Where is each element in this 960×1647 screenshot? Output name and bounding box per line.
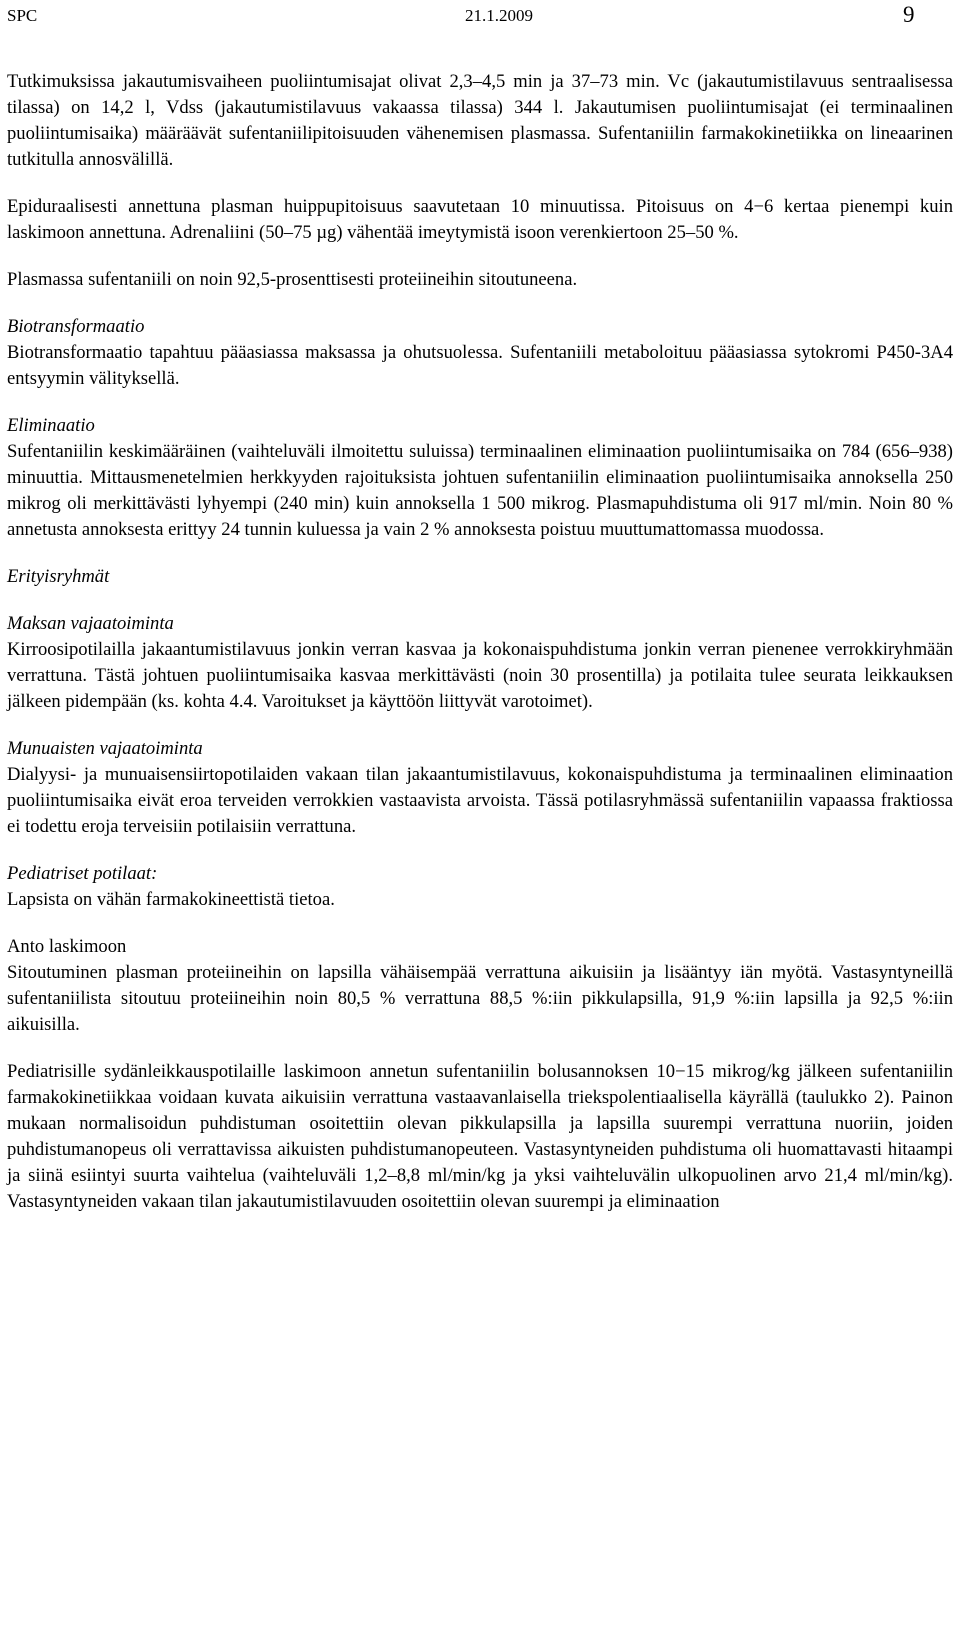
section-heading: Eliminaatio <box>7 415 95 436</box>
document-date: 21.1.2009 <box>465 6 533 25</box>
paragraph-text: Epiduraalisesti annettuna plasman huippupitoisuus saavutetaan 10 minuutissa. Pitoisuus on 4−6 kertaa pienempi kuin laskimoon annettuna. Adrenaliini (50–75 µg) vähentää imeytymistä isoon verenkiertoon 25–50 %. <box>7 196 953 243</box>
section-heading: Pediatriset potilaat: <box>7 863 158 884</box>
section-hepatic-impairment <box>7 611 953 715</box>
paragraph-epidural <box>7 194 953 246</box>
section-heading: Erityisryhmät <box>7 566 110 587</box>
paragraph-text: Plasmassa sufentaniili on noin 92,5-prosenttisesti proteiineihin sitoutuneena. <box>7 269 578 290</box>
section-biotransformation <box>7 314 953 392</box>
section-intravenous <box>7 934 953 1038</box>
section-heading: Biotransformaatio <box>7 316 145 337</box>
paragraph-text: Biotransformaatio tapahtuu pääasiassa maksassa ja ohutsuolessa. Sufentaniili metaboloituu pääasiassa sytokromi P450-3A4 entsyymin välityksellä. <box>7 342 953 389</box>
section-heading: Anto laskimoon <box>7 936 127 957</box>
page-header <box>0 2 960 36</box>
paragraph-text: Tutkimuksissa jakautumisvaiheen puoliintumisajat olivat 2,3–4,5 min ja 37–73 min. Vc (jakautumistilavuus sentraalisessa tilassa) on 14,2 l, Vdss (jakautumistilavuus vakaassa tilassa) 344 l. Jakautumisen puoliintumisajat (ei terminaalinen puoliintumisaika) määräävät sufentaniilipitoisuuden vähenemisen plasmassa. Sufentaniilin farmakokinetiikka on lineaarinen tutkitulla annosvälillä. <box>7 71 953 170</box>
document-label: SPC <box>7 6 38 25</box>
section-pediatric <box>7 861 953 913</box>
paragraph-text: Kirroosipotilailla jakaantumistilavuus jonkin verran kasvaa ja kokonaispuhdistuma jonkin verran pienenee verrokkiryhmään verrattuna. Tästä johtuen puoliintumisaika kasvaa merkittävästi (noin 30 prosentilla) ja potilaita tulee seurata leikkauksen jälkeen pidempään (ks. kohta 4.4. Varoitukset ja käyttöön liittyvät varotoimet). <box>7 639 953 712</box>
paragraph-text: Pediatrisille sydänleikkauspotilaille laskimoon annetun sufentaniilin bolusannoksen 10−15 mikrog/kg jälkeen sufentaniilin farmakokinetiikkaa voidaan kuvata aikuisiin verrattuna vastaavanlaisella triekspolentiaalisella käyrällä (taulukko 2). Painon mukaan normalisoidun puhdistuman osoitettiin olevan pikkulapsilla ja lapsilla suurempi verrattuna nuoriin, joiden puhdistumanopeus oli verrattavissa aikuisten puhdistumanopeuteen. Vastasyntyneiden puhdistuma oli huomattavasti hitaampi ja siinä esiintyi suurta vaihtelua (vaihteluväli 1,2–8,8 ml/min/kg ja yksi vaihteluvälin ulkopuolinen arvo 21,4 ml/min/kg). Vastasyntyneiden vakaan tilan jakautumistilavuuden osoitettiin olevan suurempi ja eliminaation <box>7 1061 953 1212</box>
paragraph-distribution <box>7 69 953 173</box>
document-body <box>7 69 953 1236</box>
section-renal-impairment <box>7 736 953 840</box>
section-heading: Maksan vajaatoiminta <box>7 613 174 634</box>
section-elimination <box>7 413 953 543</box>
paragraph-text: Dialyysi- ja munuaisensiirtopotilaiden vakaan tilan jakaantumistilavuus, kokonaispuhdistuma ja terminaalinen eliminaation puoliintumisaika eivät eroa terveiden verrokkien vastaavista arvoista. Tässä potilasryhmässä sufentaniilin vapaassa fraktiossa ei todettu eroja terveisiin potilaisiin verrattuna. <box>7 764 953 837</box>
section-heading: Munuaisten vajaatoiminta <box>7 738 203 759</box>
section-special-groups <box>7 564 953 590</box>
paragraph-pediatric-cardiac <box>7 1059 953 1215</box>
paragraph-text: Lapsista on vähän farmakokineettistä tietoa. <box>7 889 335 910</box>
paragraph-protein-binding <box>7 267 953 293</box>
paragraph-text: Sufentaniilin keskimääräinen (vaihteluväli ilmoitettu suluissa) terminaalinen eliminaation puoliintumisaika on 784 (656–938) minuuttia. Mittausmenetelmien herkkyyden rajoituksista johtuen sufentaniilin eliminaation puoliintumisaika annoksella 250 mikrog oli merkittävästi lyhyempi (240 min) kuin annoksella 1 500 mikrog. Plasmapuhdistuma oli 917 ml/min. Noin 80 % annetusta annoksesta erittyy 24 tunnin kuluessa ja vain 2 % annoksesta poistuu muuttumattomassa muodossa. <box>7 441 953 540</box>
page-number: 9 <box>903 2 915 27</box>
paragraph-text: Sitoutuminen plasman proteiineihin on lapsilla vähäisempää verrattuna aikuisiin ja lisääntyy iän myötä. Vastasyntyneillä sufentaniilista sitoutuu proteiineihin noin 80,5 % verrattuna 88,5 %:iin pikkulapsilla, 91,9 %:iin lapsilla ja 92,5 %:iin aikuisilla. <box>7 962 953 1035</box>
